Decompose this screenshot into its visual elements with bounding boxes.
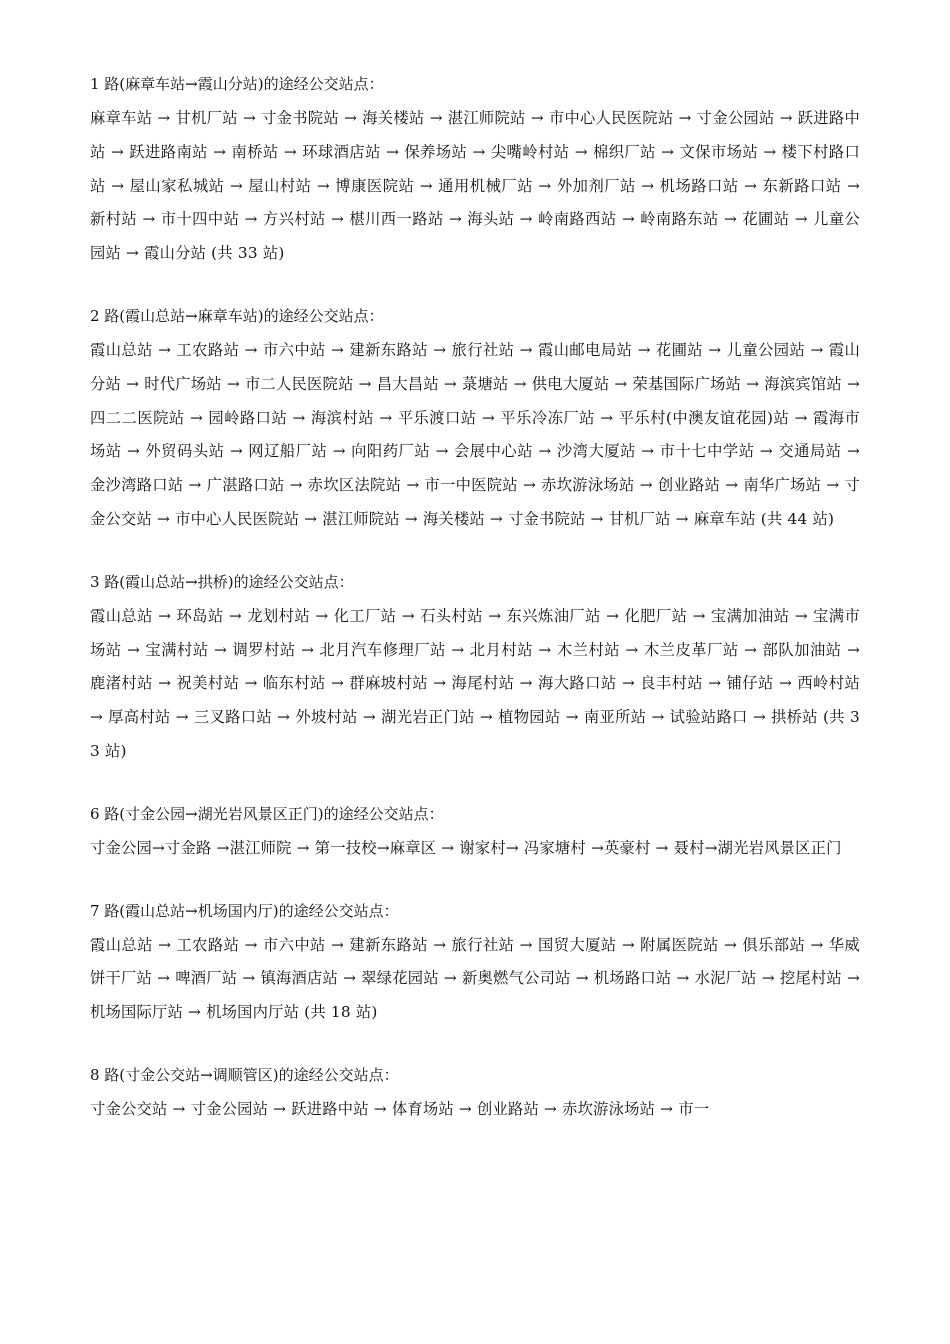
route-3-section [90,568,860,769]
route-7-title: 7 路(霞山总站→机场国内厅)的途经公交站点： [90,901,399,920]
route-8-title: 8 路(寸金公交站→调顺管区)的途经公交站点： [90,1065,399,1084]
document-page [90,70,860,1158]
route-7-stops: 霞山总站 → 工农路站 → 市六中站 → 建新东路站 → 旅行社站 → 国贸大厦站 → 附属医院站 → 俱乐部站 → 华威饼干厂站 → 啤酒厂站 → 镇海酒店站 → 翠绿花园站 → 新奥燃气公司站 → 机场路口站 → 水泥厂站 → 挖尾村站 → 机场国际厅站 → 机场国内厅站 (共 18 站) [90,935,860,1022]
route-2-stops: 霞山总站 → 工农路站 → 市六中站 → 建新东路站 → 旅行社站 → 霞山邮电局站 → 花圃站 → 儿童公园站 → 霞山分站 → 时代广场站 → 市二人民医院站 → 昌大昌站 → 菉塘站 → 供电大厦站 → 荣基国际广场站 → 海滨宾馆站 → 四二二医院站 → 园岭路口站 → 海滨村站 → 平乐渡口站 → 平乐冷冻厂站 → 平乐村(中澳友谊花园)站 → 霞海市场站 → 外贸码头站 → 网辽船厂站 → 向阳药厂站 → 会展中心站 → 沙湾大厦站 → 市十七中学站 → 交通局站 → 金沙湾路口站 → 广湛路口站 → 赤坎区法院站 → 市一中医院站 → 赤坎游泳场站 → 创业路站 → 南华广场站 → 寸金公交站 → 市中心人民医院站 → 湛江师院站 → 海关楼站 → 寸金书院站 → 甘机厂站 → 麻章车站 (共 44 站) [90,340,860,528]
route-3-stops: 霞山总站 → 环岛站 → 龙划村站 → 化工厂站 → 石头村站 → 东兴炼油厂站 → 化肥厂站 → 宝满加油站 → 宝满市场站 → 宝满村站 → 调罗村站 → 北月汽车修理厂站 → 北月村站 → 木兰村站 → 木兰皮革厂站 → 部队加油站 → 鹿渚村站 → 祝美村站 → 临东村站 → 群麻坡村站 → 海尾村站 → 海大路口站 → 良丰村站 → 铺仔站 → 西岭村站 → 厚高村站 → 三叉路口站 → 外坡村站 → 湖光岩正门站 → 植物园站 → 南亚所站 → 试验站路口 → 拱桥站 (共 33 站) [90,606,860,760]
route-6-title: 6 路(寸金公园→湖光岩风景区正门)的途经公交站点： [90,804,444,823]
route-1-section [90,70,860,271]
route-6-stops: 寸金公园→寸金路 →湛江师院 → 第一技校→麻章区 → 谢家村→ 冯家塘村 →英豪村 → 聂村→湖光岩风景区正门 [90,838,842,857]
route-2-section [90,302,860,537]
route-8-stops: 寸金公交站 → 寸金公园站 → 跃进路中站 → 体育场站 → 创业路站 → 赤坎游泳场站 → 市一 [90,1099,710,1118]
route-6-section [90,800,860,866]
route-7-section [90,897,860,1030]
route-1-stops: 麻章车站 → 甘机厂站 → 寸金书院站 → 海关楼站 → 湛江师院站 → 市中心人民医院站 → 寸金公园站 → 跃进路中站 → 跃进路南站 → 南桥站 → 环球酒店站 → 保养场站 → 尖嘴岭村站 → 棉织厂站 → 文保市场站 → 楼下村路口站 → 屋山家私城站 → 屋山村站 → 博康医院站 → 通用机械厂站 → 外加剂厂站 → 机场路口站 → 东新路口站 → 新村站 → 市十四中站 → 方兴村站 → 椹川西一路站 → 海头站 → 岭南路西站 → 岭南路东站 → 花圃站 → 儿童公园站 → 霞山分站 (共 33 站) [90,109,860,263]
route-3-title: 3 路(霞山总站→拱桥)的途经公交站点： [90,572,354,591]
route-8-section [90,1061,860,1127]
route-2-title: 2 路(霞山总站→麻章车站)的途经公交站点： [90,306,384,325]
route-1-title: 1 路(麻章车站→霞山分站)的途经公交站点： [90,75,384,93]
